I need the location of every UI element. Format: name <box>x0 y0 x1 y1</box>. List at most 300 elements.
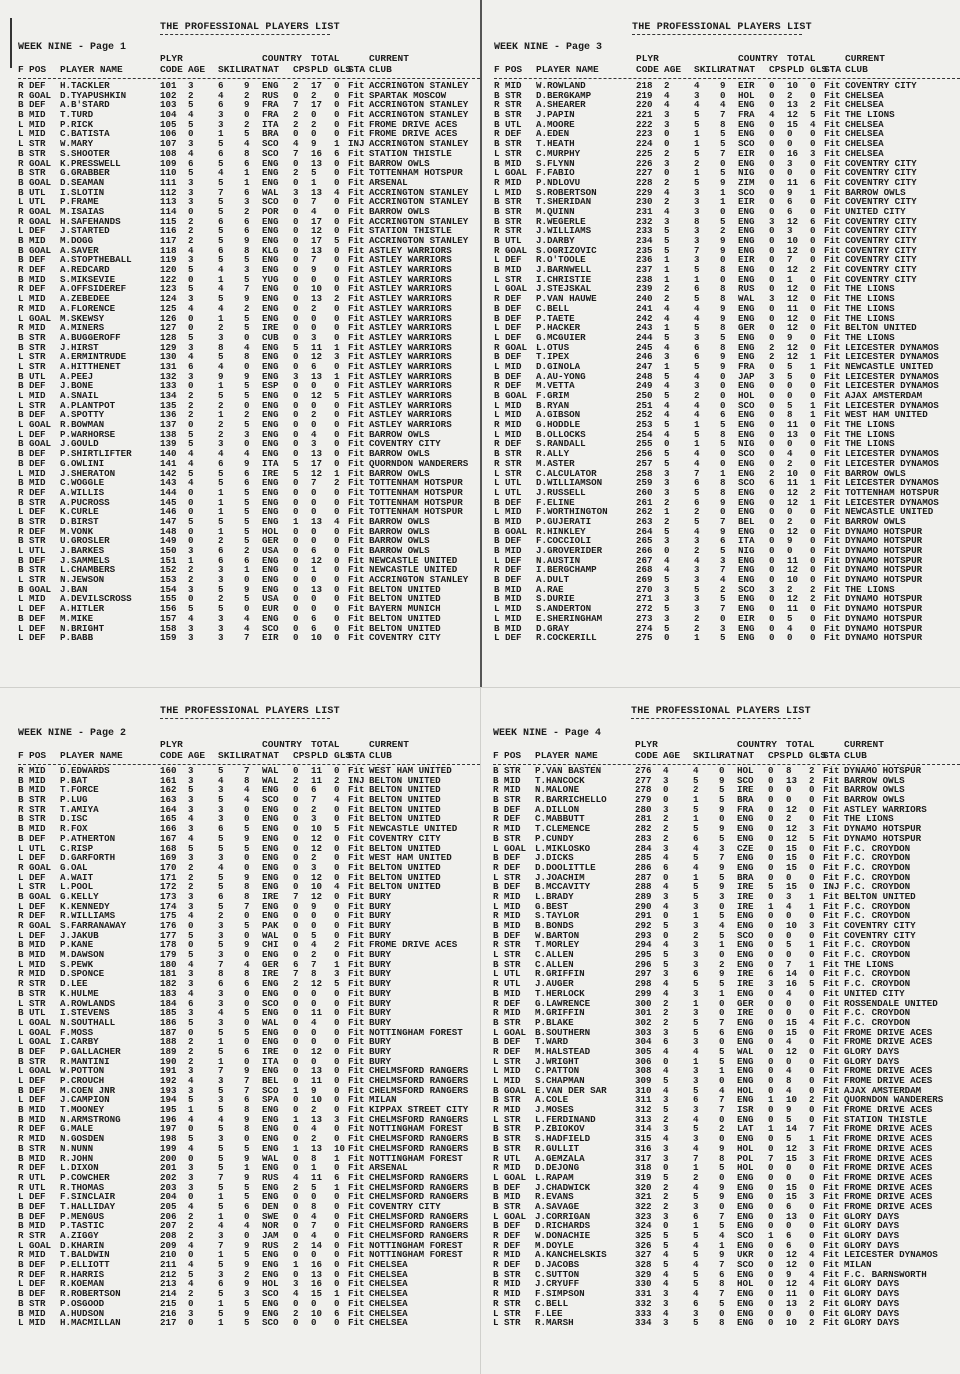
cell-age: 0 <box>188 273 194 285</box>
cell-age: 4 <box>663 765 669 776</box>
cell-skill: 5 <box>218 293 224 305</box>
cell-player-name: D.BERGKAMP <box>536 89 592 101</box>
cell-rat: 0 <box>244 987 250 999</box>
cell-nat: WAL <box>262 765 279 776</box>
cell-pos: MID <box>504 920 521 931</box>
cell-gls: 0 <box>334 593 340 605</box>
cell-cps: 0 <box>293 535 299 547</box>
cell-player-name: P.WARHORSE <box>60 428 116 440</box>
cell-rat: 8 <box>720 322 726 334</box>
header-total: TOTAL <box>787 53 816 64</box>
cell-nat: GER <box>262 958 279 970</box>
cell-rat: 8 <box>244 1104 250 1116</box>
cell-age: 5 <box>188 603 194 615</box>
cell-sta: Fit <box>824 409 841 421</box>
cell-cps: 0 <box>768 813 774 825</box>
cell-skill: 3 <box>693 949 699 961</box>
cell-player-name: D.SPONCE <box>60 968 105 980</box>
cell-f: R <box>18 1230 24 1241</box>
cell-nat: ENG <box>262 1307 279 1319</box>
cell-skill: 5 <box>694 486 700 498</box>
cell-code: 276 <box>635 765 652 776</box>
cell-rat: 9 <box>719 1191 725 1203</box>
cell-age: 3 <box>188 196 194 208</box>
cell-f: L <box>493 1065 499 1077</box>
cell-skill: 3 <box>218 109 224 121</box>
cell-gls: 4 <box>334 186 340 198</box>
cell-cps: 0 <box>293 1249 299 1261</box>
cell-skill: 1 <box>218 496 224 508</box>
cell-pld: 10 <box>311 1094 323 1106</box>
cell-nat: ENG <box>738 457 755 469</box>
cell-code: 298 <box>635 978 652 990</box>
cell-skill: 5 <box>693 1016 699 1028</box>
cell-player-name: P.NDLOVU <box>536 176 581 188</box>
cell-cps: 5 <box>293 341 299 353</box>
cell-pld: 0 <box>311 506 317 518</box>
cell-gls: 0 <box>334 1268 340 1280</box>
cell-f: B <box>18 176 24 188</box>
cell-rat: 5 <box>244 842 250 854</box>
cell-club: DYNAMO HOTSPUR <box>845 564 923 576</box>
cell-rat: 5 <box>244 1142 250 1154</box>
cell-rat: 7 <box>244 1084 250 1096</box>
cell-club: LEICESTER DYNAMOS <box>845 457 939 469</box>
cell-code: 149 <box>160 535 177 547</box>
cell-gls: 0 <box>810 293 816 305</box>
cell-nat: ENG <box>737 1220 754 1232</box>
cell-pos: DEF <box>504 1239 521 1251</box>
cell-pos: UTL <box>504 968 521 980</box>
cell-skill: 1 <box>218 1249 224 1261</box>
cell-f: B <box>493 1191 499 1203</box>
cell-club: ARSENAL <box>369 176 408 188</box>
cell-age: 2 <box>663 832 669 844</box>
cell-age: 5 <box>188 929 194 941</box>
cell-age: 5 <box>188 467 194 479</box>
cell-skill: 3 <box>694 186 700 198</box>
cell-age: 0 <box>188 920 194 931</box>
cell-age: 4 <box>188 1278 194 1290</box>
cell-skill: 3 <box>694 603 700 615</box>
cell-club: LEICESTER DYNAMOS <box>844 1249 938 1261</box>
cell-club: GLORY DAYS <box>844 1239 900 1251</box>
cell-code: 180 <box>160 958 177 970</box>
cell-pos: MID <box>29 765 46 776</box>
cell-cps: 0 <box>293 871 299 883</box>
cell-rat: 8 <box>720 293 726 305</box>
cell-skill: 7 <box>218 958 224 970</box>
cell-sta: Fit <box>348 978 365 990</box>
cell-pld: 2 <box>786 813 792 825</box>
cell-rat: 0 <box>244 949 250 961</box>
cell-cps: 0 <box>769 118 775 130</box>
cell-player-name: A.ERMINTRUDE <box>60 351 127 363</box>
cell-gls: 0 <box>810 574 816 586</box>
cell-age: 3 <box>188 138 194 150</box>
cell-age: 1 <box>664 506 670 518</box>
cell-club: MILAN <box>369 1094 397 1106</box>
cell-pld: 0 <box>311 574 317 586</box>
cell-player-name: L.RAPAM <box>535 1171 574 1183</box>
cell-rat: 4 <box>244 1220 250 1232</box>
cell-pld: 15 <box>786 1016 798 1028</box>
cell-skill: 3 <box>694 205 700 217</box>
cell-f: B <box>18 890 24 902</box>
cell-nat: WAL <box>262 929 279 941</box>
cell-player-name: S.TAYLOR <box>535 910 580 922</box>
cell-club: THE LIONS <box>844 813 894 825</box>
cell-pos: STR <box>505 457 522 469</box>
cell-sta: Fit <box>824 128 841 140</box>
cell-cps: 0 <box>769 419 775 431</box>
cell-nat: ENG <box>737 1268 754 1280</box>
cell-f: B <box>493 1016 499 1028</box>
cell-player-name: A.HUDSON <box>60 1307 105 1319</box>
cell-cps: 0 <box>768 1162 774 1174</box>
cell-code: 131 <box>160 360 177 372</box>
cell-f: R <box>494 380 500 392</box>
cell-sta: Fit <box>823 1317 840 1329</box>
cell-cps: 3 <box>768 978 774 990</box>
cell-rat: 5 <box>720 167 726 179</box>
cell-skill: 3 <box>218 118 224 130</box>
cell-sta: Fit <box>348 1065 365 1077</box>
cell-nat: POL <box>737 1152 754 1164</box>
cell-age: 3 <box>188 186 194 198</box>
cell-player-name: J.MOSES <box>535 1104 574 1116</box>
cell-club: BARROW OWLS <box>845 186 906 198</box>
cell-player-name: T.SHERIDAN <box>536 196 592 208</box>
cell-pld: 2 <box>311 118 317 130</box>
cell-rat: 9 <box>720 360 726 372</box>
cell-nat: EIR <box>738 196 755 208</box>
cell-nat: SCO <box>737 1230 754 1241</box>
cell-cps: 0 <box>768 1007 774 1019</box>
cell-pos: STR <box>505 89 522 101</box>
cell-club: LEICESTER DYNAMOS <box>845 496 939 508</box>
cell-cps: 0 <box>768 949 774 961</box>
cell-sta: Fit <box>348 852 365 864</box>
cell-skill: 4 <box>218 89 224 101</box>
cell-f: R <box>494 341 500 353</box>
cell-sta: Fit <box>823 1065 840 1077</box>
cell-pos: MID <box>505 409 522 421</box>
cell-gls: 4 <box>809 1016 815 1028</box>
cell-club: NEWCASTLE UNITED <box>845 506 934 518</box>
cell-pos: STR <box>29 881 46 893</box>
cell-age: 2 <box>188 390 194 401</box>
cell-code: 273 <box>636 612 653 624</box>
cell-age: 2 <box>664 283 670 295</box>
cell-pld: 8 <box>311 1152 317 1164</box>
cell-cps: 0 <box>293 632 299 644</box>
cell-rat: 5 <box>720 419 726 431</box>
cell-nat: IRE <box>737 784 754 796</box>
cell-gls: 1 <box>809 939 815 951</box>
cell-gls: 0 <box>334 205 340 217</box>
cell-cps: 2 <box>293 1239 299 1251</box>
cell-code: 178 <box>160 939 177 951</box>
cell-rat: 5 <box>244 496 250 508</box>
cell-rat: 3 <box>244 428 250 440</box>
cell-nat: ENG <box>262 399 279 411</box>
cell-age: 4 <box>664 380 670 392</box>
cell-code: 323 <box>635 1210 652 1222</box>
cell-sta: Fit <box>823 910 840 922</box>
cell-player-name: P.ZBIOKOV <box>535 1123 585 1135</box>
cell-code: 134 <box>160 390 177 401</box>
cell-code: 262 <box>636 506 653 518</box>
cell-pos: DEF <box>29 448 46 460</box>
cell-age: 0 <box>664 632 670 644</box>
cell-code: 293 <box>635 929 652 941</box>
cell-skill: 3 <box>218 574 224 586</box>
cell-skill: 2 <box>218 535 224 547</box>
cell-pos: DEF <box>29 428 46 440</box>
cell-gls: 0 <box>334 457 340 469</box>
cell-club: ASTLEY WARRIORS <box>369 399 452 411</box>
cell-cps: 0 <box>768 1181 774 1193</box>
cell-sta: Fit <box>348 380 365 392</box>
cell-f: L <box>18 138 24 150</box>
cell-skill: 5 <box>218 390 224 401</box>
cell-pld: 4 <box>787 622 793 634</box>
cell-club: FROME DRIVE ACES <box>844 1152 933 1164</box>
cell-sta: Fit <box>823 1230 840 1241</box>
cell-code: 320 <box>635 1181 652 1193</box>
cell-club: DYNAMO HOTSPUR <box>845 525 923 537</box>
cell-f: R <box>493 1045 499 1057</box>
header-nat: NAT <box>262 64 280 75</box>
cell-gls: 0 <box>809 871 815 883</box>
cell-rat: 5 <box>244 254 250 266</box>
cell-nat: SCO <box>738 583 755 595</box>
cell-rat: 8 <box>719 1278 725 1290</box>
cell-player-name: R.ROBERTSON <box>60 1288 121 1300</box>
cell-nat: ENG <box>262 293 279 305</box>
cell-nat: SCO <box>262 997 279 1009</box>
cell-skill: 3 <box>218 1268 224 1280</box>
cell-code: 119 <box>160 254 177 266</box>
cell-f: L <box>494 486 500 498</box>
cell-sta: Fit <box>348 987 365 999</box>
cell-gls: 5 <box>809 978 815 990</box>
cell-pos: DEF <box>505 496 522 508</box>
cell-cps: 4 <box>293 138 299 150</box>
cell-pld: 12 <box>311 871 323 883</box>
cell-nat: SCO <box>738 399 755 411</box>
cell-player-name: A.HITTHENET <box>60 360 121 372</box>
cell-age: 4 <box>664 564 670 576</box>
cell-player-name: A.MINERS <box>60 322 105 334</box>
cell-pos: MID <box>505 428 522 440</box>
cell-rat: 3 <box>719 842 725 854</box>
cell-skill: 3 <box>218 632 224 644</box>
cell-rat: 0 <box>244 803 250 815</box>
cell-player-name: L.BRADY <box>535 890 574 902</box>
cell-sta: Fit <box>823 1162 840 1174</box>
cell-f: L <box>494 283 500 295</box>
cell-sta: Fit <box>823 949 840 961</box>
cell-rat: 9 <box>244 293 250 305</box>
cell-age: 0 <box>188 525 194 537</box>
cell-sta: Fit <box>348 515 365 527</box>
cell-rat: 9 <box>244 1113 250 1125</box>
cell-gls: 0 <box>810 138 816 150</box>
cell-pos: MID <box>505 603 522 615</box>
cell-player-name: T.CLEMENCE <box>535 823 591 835</box>
cell-player-name: A.ZEBEDEE <box>60 293 110 305</box>
cell-skill: 4 <box>218 302 224 314</box>
cell-pld: 0 <box>786 794 792 806</box>
cell-cps: 0 <box>293 593 299 605</box>
cell-cps: 0 <box>293 1007 299 1019</box>
cell-pos: DEF <box>29 1094 46 1106</box>
cell-skill: 8 <box>694 215 700 227</box>
cell-sta: Fit <box>348 331 365 343</box>
cell-cps: 0 <box>769 128 775 140</box>
player-table <box>493 766 960 1328</box>
cell-nat: IRE <box>737 1007 754 1019</box>
cell-skill: 5 <box>694 293 700 305</box>
cell-cps: 0 <box>769 254 775 266</box>
cell-nat: BEL <box>738 515 755 527</box>
cell-player-name: P.HACKER <box>536 322 581 334</box>
cell-gls: 1 <box>809 1133 815 1145</box>
cell-rat: 6 <box>244 186 250 198</box>
cell-player-name: M.ISAIAS <box>60 205 105 217</box>
cell-skill: 5 <box>693 1317 699 1329</box>
cell-club: F.C. CROYDON <box>844 881 911 893</box>
cell-cps: 0 <box>769 264 775 276</box>
cell-rat: 0 <box>244 997 250 1009</box>
cell-code: 278 <box>635 784 652 796</box>
cell-rat: 8 <box>720 341 726 353</box>
cell-age: 4 <box>188 1239 194 1251</box>
cell-skill: 1 <box>693 871 699 883</box>
cell-cps: 0 <box>769 331 775 343</box>
cell-club: COVENTRY CITY <box>369 632 441 644</box>
cell-cps: 0 <box>769 186 775 198</box>
table-row <box>18 633 480 643</box>
cell-age: 4 <box>188 958 194 970</box>
cell-pld: 12 <box>787 312 799 324</box>
cell-nat: IRE <box>737 968 754 980</box>
header-f: F <box>18 750 24 761</box>
cell-pld: 12 <box>311 1045 323 1057</box>
cell-cps: 0 <box>769 448 775 460</box>
cell-cps: 0 <box>769 99 775 111</box>
cell-nat: ENG <box>262 852 279 864</box>
cell-pos: DEF <box>29 603 46 615</box>
cell-nat: SCO <box>738 186 755 198</box>
cell-nat: SCO <box>262 622 279 634</box>
cell-pld: 2 <box>311 803 317 815</box>
cell-pos: MID <box>29 958 46 970</box>
cell-club: ASTLEY WARRIORS <box>369 283 452 295</box>
cell-code: 261 <box>636 496 653 508</box>
cell-code: 302 <box>635 1016 652 1028</box>
cell-sta: Fit <box>348 448 365 460</box>
cell-rat: 3 <box>720 622 726 634</box>
cell-player-name: A.DILLON <box>535 803 580 815</box>
cell-skill: 2 <box>694 157 700 169</box>
cell-gls: 4 <box>809 1278 815 1290</box>
cell-player-name: A.SHEARER <box>536 99 586 111</box>
cell-pos: GOAL <box>29 861 52 873</box>
cell-rat: 7 <box>720 603 726 615</box>
cell-f: L <box>494 167 500 179</box>
cell-f: L <box>18 419 24 431</box>
cell-nat: ENG <box>262 409 279 421</box>
cell-skill: 4 <box>694 302 700 314</box>
cell-pos: DEF <box>29 632 46 644</box>
cell-sta: Fit <box>823 1036 840 1048</box>
cell-pld: 0 <box>786 910 792 922</box>
cell-pos: UTL <box>29 545 46 556</box>
cell-sta: Fit <box>348 302 365 314</box>
cell-f: L <box>494 254 500 266</box>
cell-f: B <box>18 167 24 179</box>
cell-player-name: A.B'STARD <box>60 99 110 111</box>
cell-gls: 10 <box>334 1142 346 1154</box>
cell-pld: 4 <box>311 939 317 951</box>
cell-club: F.C. CROYDON <box>844 1007 911 1019</box>
cell-nat: ENG <box>737 1036 754 1048</box>
cell-pos: STR <box>504 939 521 951</box>
cell-rat: 5 <box>719 978 725 990</box>
cell-code: 137 <box>160 419 177 431</box>
cell-gls: 0 <box>809 987 815 999</box>
cell-player-name: J.GROVERIDER <box>536 545 603 556</box>
cell-sta: Fit <box>348 312 365 324</box>
cell-sta: Fit <box>348 910 365 922</box>
cell-f: L <box>493 871 499 883</box>
cell-cps: 0 <box>293 1200 299 1212</box>
cell-f: L <box>493 968 499 980</box>
cell-pld: 0 <box>311 380 317 392</box>
cell-cps: 0 <box>293 813 299 825</box>
cell-age: 4 <box>664 554 670 566</box>
cell-pld: 5 <box>786 1133 792 1145</box>
cell-age: 4 <box>188 448 194 460</box>
cell-code: 277 <box>635 774 652 786</box>
cell-code: 310 <box>635 1084 652 1096</box>
cell-nat: ENG <box>737 1191 754 1203</box>
cell-cps: 0 <box>768 958 774 970</box>
cell-nat: EIR <box>738 612 755 624</box>
cell-skill: 5 <box>218 1288 224 1300</box>
cell-cps: 0 <box>293 283 299 295</box>
cell-sta: Fit <box>824 331 841 343</box>
cell-code: 101 <box>160 80 177 91</box>
cell-rat: 0 <box>719 1007 725 1019</box>
cell-pld: 5 <box>311 1181 317 1193</box>
cell-pld: 3 <box>786 890 792 902</box>
cell-code: 210 <box>160 1249 177 1261</box>
cell-code: 142 <box>160 467 177 479</box>
cell-pos: DEF <box>29 80 46 91</box>
cell-gls: 0 <box>334 1045 340 1057</box>
cell-pld: 4 <box>311 428 317 440</box>
cell-f: R <box>493 784 499 796</box>
cell-sta: Fit <box>348 842 365 854</box>
cell-rat: 5 <box>244 312 250 324</box>
cell-player-name: I.BERGCHAMP <box>536 564 597 576</box>
cell-player-name: R.FOX <box>60 823 88 835</box>
cell-pos: STR <box>504 1268 521 1280</box>
